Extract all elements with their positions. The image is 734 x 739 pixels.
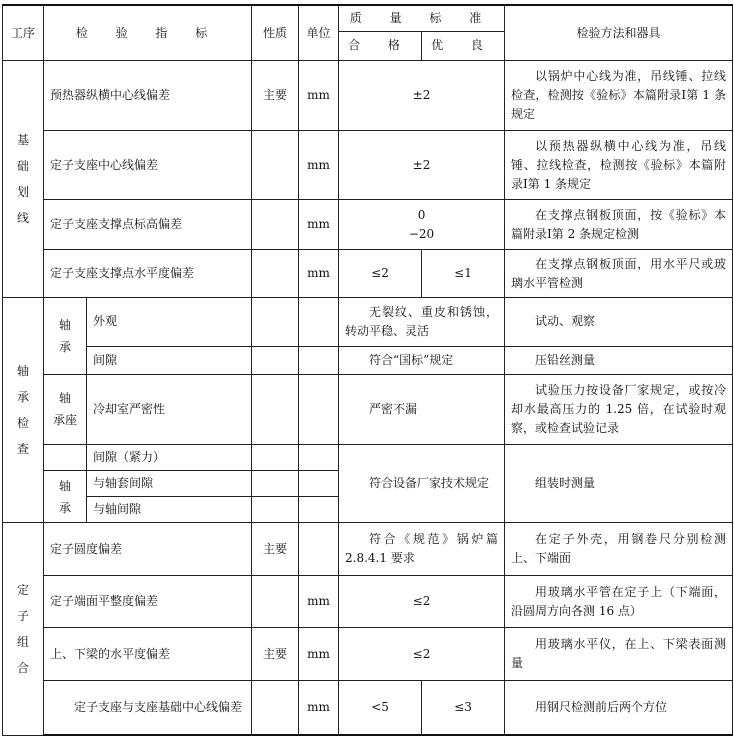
standard-cell: ≤2 <box>339 575 505 628</box>
nature-cell <box>252 374 299 444</box>
nature-cell <box>252 346 299 374</box>
method-cell: 在定子外壳，用钢卷尺分别检测上、下端面 <box>505 523 733 576</box>
excellent-cell: ≤1 <box>422 249 505 297</box>
excellent-cell: ≤3 <box>422 680 505 735</box>
header-quality-standard: 质 量 标 准 <box>339 5 505 31</box>
header-process: 工序 <box>3 5 44 61</box>
header-nature: 性质 <box>252 5 299 61</box>
table-row <box>3 374 733 444</box>
table-row <box>3 680 733 735</box>
unit-cell <box>299 346 339 374</box>
table-row <box>3 61 733 131</box>
subgroup-bearing: 轴 承 <box>44 298 87 375</box>
method-cell: 试动、观察 <box>505 298 733 346</box>
indicator-cell: 预热器纵横中心线偏差 <box>44 61 252 131</box>
method-cell: 在支撑点钢板顶面，用水平尺或玻璃水平管检测 <box>505 249 733 297</box>
standard-cell: ≤2 <box>339 628 505 681</box>
table-row <box>3 249 733 297</box>
indicator-cell: 与轴间隙 <box>87 497 252 523</box>
inspection-standard-table <box>2 4 733 736</box>
unit-cell: mm <box>299 628 339 681</box>
nature-cell <box>252 444 299 470</box>
unit-cell <box>299 470 339 496</box>
header-row-1 <box>3 5 733 31</box>
method-cell: 用玻璃水平管在定子上（下端面，沿圆周方向各测 16 点） <box>505 575 733 628</box>
unit-cell <box>299 298 339 346</box>
indicator-cell: 定子圆度偏差 <box>44 523 252 576</box>
indicator-cell: 定子端面平整度偏差 <box>44 575 252 628</box>
standard-cell: 符合设备厂家技术规定 <box>339 444 505 523</box>
standard-cell: 无裂纹、重皮和锈蚀，转动平稳、灵活 <box>339 298 505 346</box>
indicator-cell: 冷却室严密性 <box>87 374 252 444</box>
table-row <box>3 444 733 470</box>
header-indicator: 检 验 指 标 <box>44 5 252 61</box>
indicator-cell: 定子支座与支座基础中心线偏差 <box>44 680 252 735</box>
method-cell: 在支撑点钢板顶面，按《验标》本篇附录Ⅰ第 2 条规定检测 <box>505 200 733 249</box>
standard-cell: ±2 <box>339 61 505 131</box>
header-method: 检验方法和器具 <box>505 5 733 61</box>
subgroup-bearing-seat: 轴 承座 <box>44 374 87 444</box>
unit-cell <box>299 523 339 576</box>
method-cell: 试验压力按设备厂家规定，或按冷却水最高压力的 1.25 倍，在试验时观察，或检查试验记录 <box>505 374 733 444</box>
unit-cell <box>299 497 339 523</box>
method-cell: 组装时测量 <box>505 444 733 523</box>
subgroup-bearing-2: 轴 承 <box>44 470 87 523</box>
indicator-cell: 间隙（紧力） <box>87 444 252 470</box>
indicator-cell: 间隙 <box>87 346 252 374</box>
nature-cell <box>252 470 299 496</box>
standard-cell: 符合《规范》锅炉篇 2.8.4.1 要求 <box>339 523 505 576</box>
standard-cell: 严密不漏 <box>339 374 505 444</box>
unit-cell: mm <box>299 249 339 297</box>
unit-cell <box>299 444 339 470</box>
standard-cell: ±2 <box>339 130 505 200</box>
header-unit: 单位 <box>299 5 339 61</box>
standard-cell: 符合“国标”规定 <box>339 346 505 374</box>
subgroup-empty <box>44 444 87 470</box>
nature-cell: 主要 <box>252 628 299 681</box>
section-foundation: 基 础 划 线 <box>3 61 44 298</box>
unit-cell <box>299 374 339 444</box>
pass-cell: ≤2 <box>339 249 422 297</box>
method-cell: 压铅丝测量 <box>505 346 733 374</box>
method-cell: 以锅炉中心线为准，吊线锤、拉线检查，检测按《验标》本篇附录Ⅰ第 1 条规定 <box>505 61 733 131</box>
indicator-cell: 外观 <box>87 298 252 346</box>
nature-cell <box>252 200 299 249</box>
table-row <box>3 346 733 374</box>
indicator-cell: 定子支座支撑点标高偏差 <box>44 200 252 249</box>
table-row <box>3 523 733 576</box>
table-row <box>3 575 733 628</box>
nature-cell <box>252 298 299 346</box>
header-pass: 合 格 <box>339 31 422 60</box>
nature-cell: 主要 <box>252 523 299 576</box>
section-stator: 定 子 组 合 <box>3 523 44 735</box>
section-bearing: 轴 承 检 查 <box>3 298 44 523</box>
pass-cell: <5 <box>339 680 422 735</box>
unit-cell: mm <box>299 130 339 200</box>
unit-cell: mm <box>299 200 339 249</box>
nature-cell <box>252 497 299 523</box>
table-row <box>3 130 733 200</box>
table-row <box>3 200 733 249</box>
table-row <box>3 298 733 346</box>
indicator-cell: 定子支座支撑点水平度偏差 <box>44 249 252 297</box>
nature-cell: 主要 <box>252 61 299 131</box>
standard-cell: 0 −20 <box>339 200 505 249</box>
method-cell: 用玻璃水平仪，在上、下梁表面测量 <box>505 628 733 681</box>
nature-cell <box>252 249 299 297</box>
indicator-cell: 上、下梁的水平度偏差 <box>44 628 252 681</box>
indicator-cell: 定子支座中心线偏差 <box>44 130 252 200</box>
indicator-cell: 与轴套间隙 <box>87 470 252 496</box>
nature-cell <box>252 130 299 200</box>
nature-cell <box>252 680 299 735</box>
method-cell: 以预热器纵横中心线为准，吊线锤、拉线检查，检测按《验标》本篇附录Ⅰ第 1 条规定 <box>505 130 733 200</box>
nature-cell <box>252 575 299 628</box>
unit-cell: mm <box>299 680 339 735</box>
method-cell: 用钢尺检测前后两个方位 <box>505 680 733 735</box>
unit-cell: mm <box>299 61 339 131</box>
header-excellent: 优 良 <box>422 31 505 60</box>
table-row <box>3 628 733 681</box>
unit-cell: mm <box>299 575 339 628</box>
